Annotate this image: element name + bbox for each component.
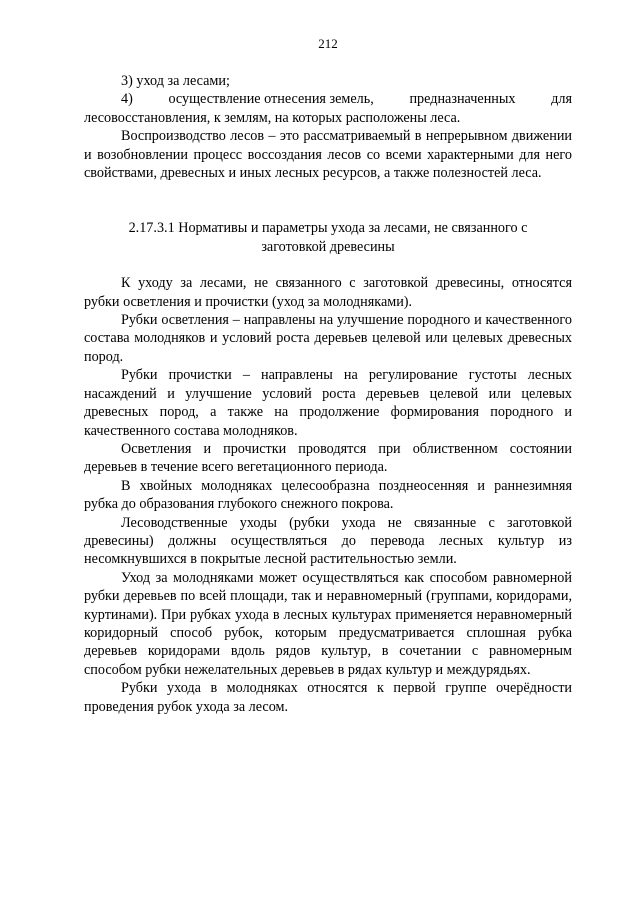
- section-paragraph: Уход за молодняками может осуществляться как способом равномерной рубки деревьев по всей площади, так и неравномерный (группами, коридорами, куртинами). При рубках ухода в лесных культурах применяется неравномерный коридорный способ рубок, которым предусматривается сплошная рубка деревьев коридорами вдоль рядов культур, в сочетании с равномерным способом рубки нежелательных деревьев в рядах культур и междурядьях.: [84, 569, 572, 678]
- section-paragraph: Лесоводственные уходы (рубки ухода не связанные с заготовкой древесины) должны осуществляться до перевода лесных культур из несомкнувшихся в покрытые лесной растительностью земли.: [84, 514, 572, 568]
- intro-paragraph: Воспроизводство лесов – это рассматриваемый в непрерывном движении и возобновлении процесс воссоздания лесов со всеми характерными для него свойствами, древесных и иных лесных ресурсов, а также полезностей леса.: [84, 128, 572, 182]
- list-item-4-word: 4): [121, 91, 133, 108]
- section-paragraph: Рубки осветления – направлены на улучшение породного и качественного состава молодняков и условий роста деревьев целевой или целевых древесных пород.: [84, 312, 572, 365]
- list-item-4-word: осуществление отнесения земель,: [168, 91, 374, 108]
- list-item-4-word: для: [551, 91, 572, 108]
- list-item-4: [84, 90, 572, 127]
- document-page: [84, 0, 572, 716]
- section-paragraph: Рубки прочистки – направлены на регулирование густоты лесных насаждений и улучшение условий роста деревьев целевой или целевых древесных пород, а также на продолжение формирования породного и качественного состава молодняков.: [84, 367, 572, 439]
- list-item-4-continuation: лесовосстановления, к землям, на которых расположены леса.: [84, 109, 461, 126]
- section-body: [84, 274, 572, 716]
- section-heading-line1: 2.17.3.1 Нормативы и параметры ухода за лесами, не связанного с: [128, 220, 528, 237]
- list-block: [84, 72, 572, 182]
- page-number: 212: [318, 36, 338, 51]
- section-paragraph: К уходу за лесами, не связанного с заготовкой древесины, относятся рубки осветления и прочистки (уход за молодняками).: [84, 275, 572, 310]
- list-item-4-word: предназначенных: [409, 91, 516, 108]
- section-paragraph: Осветления и прочистки проводятся при облиственном состоянии деревьев в течение всего вегетационного периода.: [84, 440, 572, 476]
- list-item-3: 3) уход за лесами;: [121, 73, 230, 89]
- section-paragraph: Рубки ухода в молодняках относятся к первой группе очерёдности проведения рубок ухода за лесом.: [84, 680, 572, 715]
- section-heading-line2: заготовкой древесины: [261, 238, 395, 255]
- section-heading: [84, 219, 572, 256]
- section-paragraph: В хвойных молодняках целесообразна позднеосенняя и раннезимняя рубка до образования глубокого снежного покрова.: [84, 477, 572, 513]
- list-item-4-first-line: [84, 90, 572, 108]
